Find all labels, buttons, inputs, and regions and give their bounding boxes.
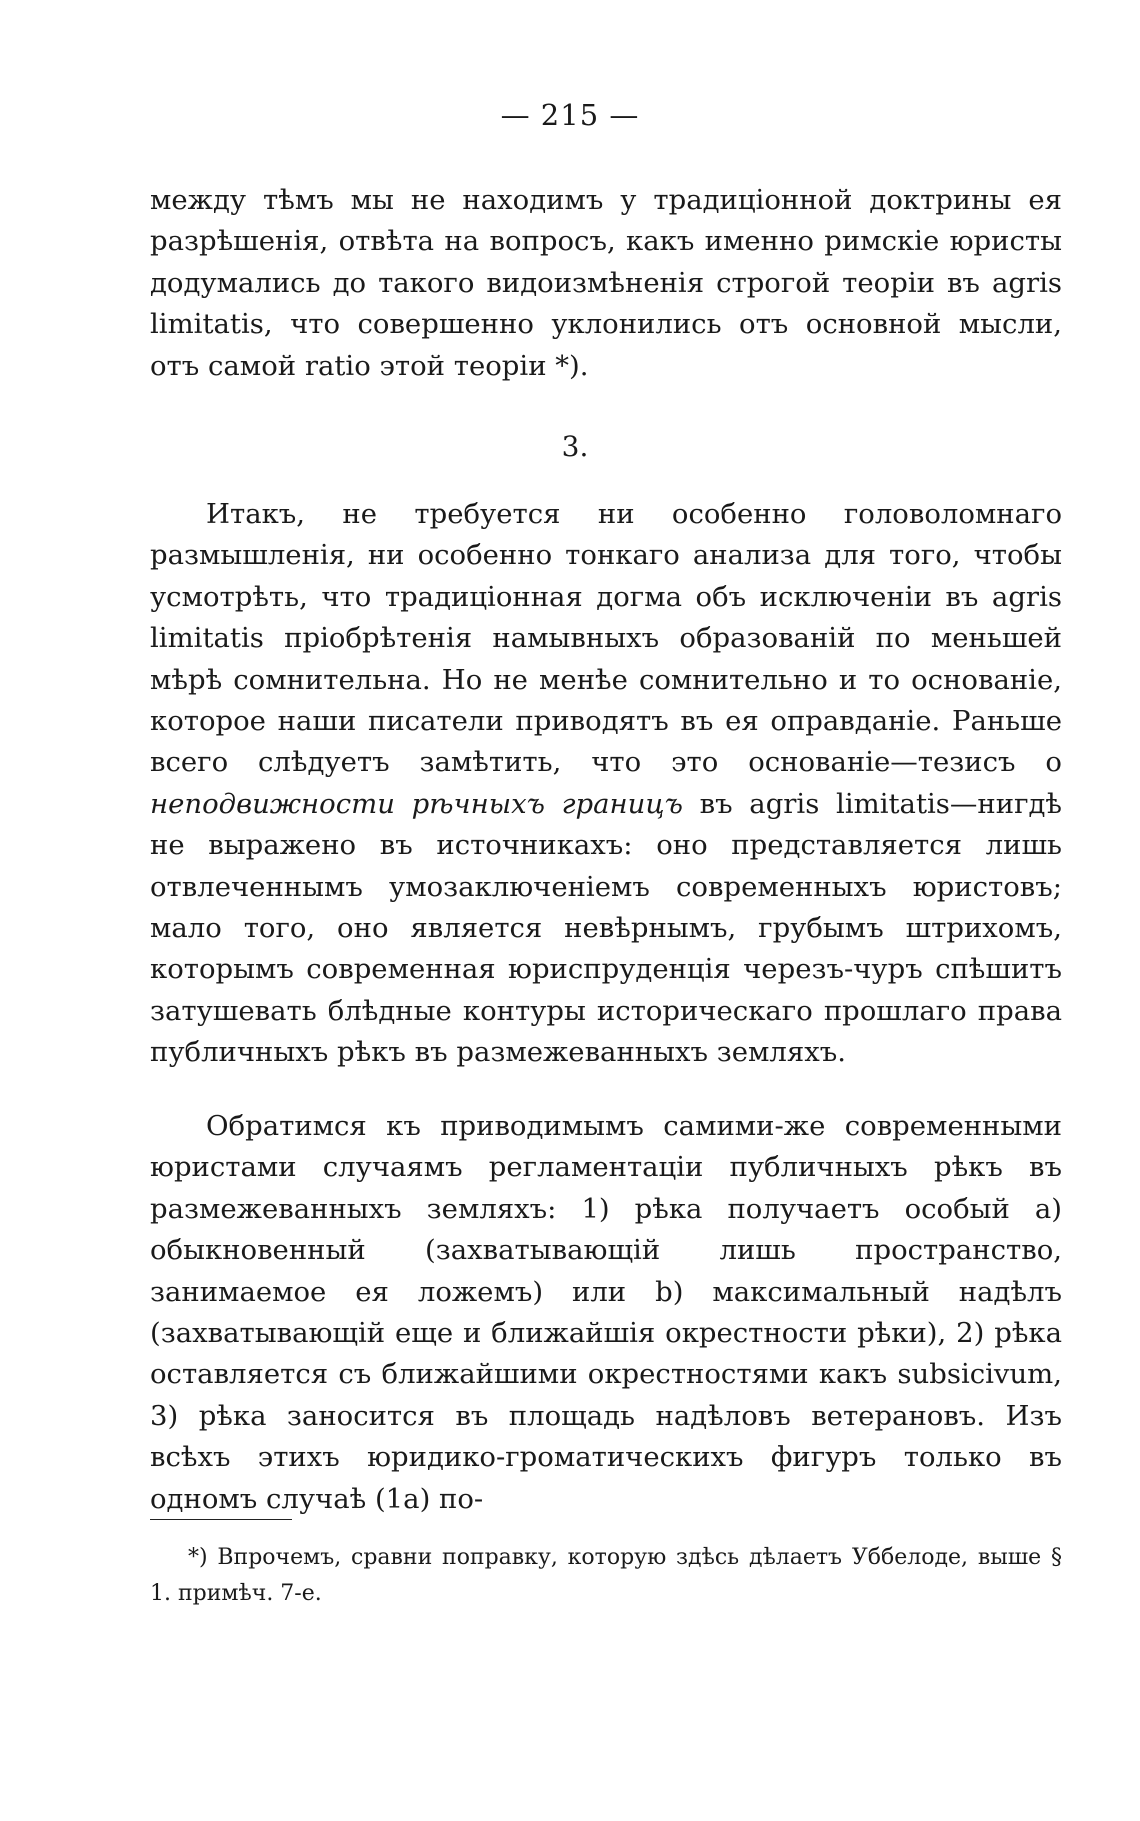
paragraph-main xyxy=(150,494,1062,1074)
page-number: — 215 — xyxy=(500,98,640,132)
paragraph-main-text-after: въ agris limitatis—нигдѣ не выражено въ источникахъ: оно представляется лишь отвлеченнымъ умозаключеніемъ современныхъ юристовъ; мало того, оно является невѣрнымъ, грубымъ штрихомъ, которымъ современная юриспруденція черезъ-чуръ спѣшитъ затушевать блѣдные контуры историческаго прошлаго права публичныхъ рѣкъ въ размежеванныхъ земляхъ. xyxy=(150,787,1062,1069)
paragraph-main-text-before: Итакъ, не требуется ни особенно головоломнаго размышленія, ни особенно тонкаго анализа для того, чтобы усмотрѣть, что традиціонная догма объ исключеніи въ agris limitatis пріобрѣтенія намывныхъ образованій по меньшей мѣрѣ сомнительна. Но не менѣе сомнительно и то основаніе, которое наши писатели приводятъ въ ея оправданіе. Раньше всего слѣдуетъ замѣтить, что это основаніе—тезисъ о xyxy=(150,498,1062,779)
paragraph-cases: Обратимся къ приводимымъ самими-же современными юристами случаямъ регламентаціи публичныхъ рѣкъ въ размежеванныхъ земляхъ: 1) рѣка получаетъ особый а) обыкновенный (захватывающій лишь пространство, занимаемое ея ложемъ) или b) максимальный надѣлъ (захватывающій еще и ближайшія окрестности рѣки), 2) рѣка оставляется съ ближайшими окрестностями какъ subsicivum, 3) рѣка заносится въ площадь надѣловъ ветерановъ. Изъ всѣхъ этихъ юридико-громатическихъ фигуръ только въ одномъ случаѣ (1а) по- xyxy=(150,1110,1062,1515)
section-number: 3. xyxy=(561,430,589,463)
footnote-divider xyxy=(150,1519,292,1520)
footnote: *) Впрочемъ, сравни поправку, которую здѣсь дѣлаетъ Уббелоде, выше § 1. примѣч. 7-е. xyxy=(150,1545,1062,1606)
paragraph-continuation: между тѣмъ мы не находимъ у традиціонной доктрины ея разрѣшенія, отвѣта на вопросъ, какъ именно римскіе юристы додумались до такого видоизмѣненія строгой теоріи въ agris limitatis, что совершенно уклонились отъ основной мысли, отъ самой ratio этой теоріи *). xyxy=(150,184,1062,382)
paragraph-main-italic-phrase: неподвижности рѣчныхъ границъ xyxy=(150,787,683,820)
